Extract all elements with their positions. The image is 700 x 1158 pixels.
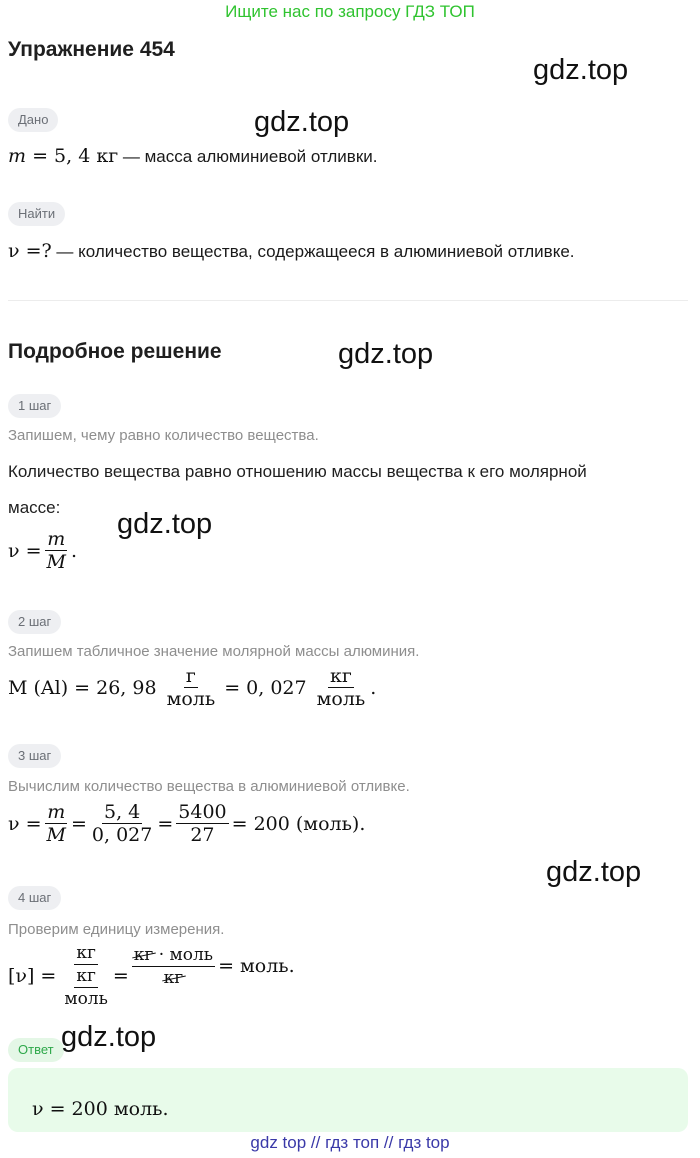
- given-line: [8, 145, 378, 167]
- given-badge: Дано: [8, 108, 58, 132]
- step-3-badge: 3 шаг: [8, 744, 61, 768]
- footer-links[interactable]: gdz top // гдз топ // гдз top: [250, 1133, 450, 1152]
- find-badge: Найти: [8, 202, 65, 226]
- watermark: gdz.top: [61, 1021, 157, 1053]
- cancelled-unit: кг: [163, 968, 184, 988]
- step-1-note: Запишем, чему равно количество вещества.: [8, 427, 319, 444]
- watermark: gdz.top: [117, 508, 213, 540]
- given-text: — масса алюминиевой отливки.: [118, 147, 378, 166]
- watermark: gdz.top: [546, 856, 642, 888]
- step-3-note: Вычислим количество вещества в алюминиевой отливке.: [8, 778, 410, 795]
- step-4-formula: [ν] = $\frac{кг}{\frac{кг}{\text{моль}}}$ = $\frac{\text{кг · моль}}{кг}$ = моль.: [8, 943, 295, 1009]
- given-math: m = 5, 4 кг: [8, 145, 119, 167]
- answer-box: [8, 1068, 688, 1132]
- watermark: gdz.top: [254, 106, 350, 138]
- step-1-badge: 1 шаг: [8, 394, 61, 418]
- step-1-text-line2: массе:: [8, 498, 61, 517]
- find-text: — количество вещества, содержащееся в алюминиевой отливке.: [51, 242, 575, 261]
- step-2-formula: M (Al) = 26, 98 $\frac{г}{\text{моль}}$ = 0, 027 $\frac{кг}{\text{моль}}$ .: [8, 665, 377, 710]
- find-math: ν =?: [8, 240, 52, 262]
- step-4-note: Проверим единицу измерения.: [8, 921, 225, 938]
- search-banner[interactable]: Ищите нас по запросу ГДЗ ТОП: [225, 2, 475, 21]
- watermark: gdz.top: [533, 54, 629, 86]
- find-line: [8, 240, 575, 262]
- step-3-formula: ν = $\frac{m}{M}$ = $\frac{5, 4}{0, 027}$ = $\frac{5400}{27}$ = 200 (моль).: [8, 801, 366, 846]
- step-1-text-line1: Количество вещества равно отношению массы вещества к его молярной: [8, 462, 587, 481]
- solution-title: Подробное решение: [8, 340, 222, 363]
- section-divider: [8, 300, 688, 301]
- page-title: Упражнение 454: [8, 38, 175, 61]
- answer-badge: Ответ: [8, 1038, 64, 1062]
- step-2-badge: 2 шаг: [8, 610, 61, 634]
- step-1-formula: ν = $\frac{m}{M}$ .: [8, 528, 78, 573]
- watermark: gdz.top: [338, 338, 434, 370]
- step-2-note: Запишем табличное значение молярной массы алюминия.: [8, 643, 420, 660]
- answer-value: ν = 200 моль.: [32, 1098, 169, 1120]
- step-4-badge: 4 шаг: [8, 886, 61, 910]
- cancelled-unit: кг: [133, 945, 154, 965]
